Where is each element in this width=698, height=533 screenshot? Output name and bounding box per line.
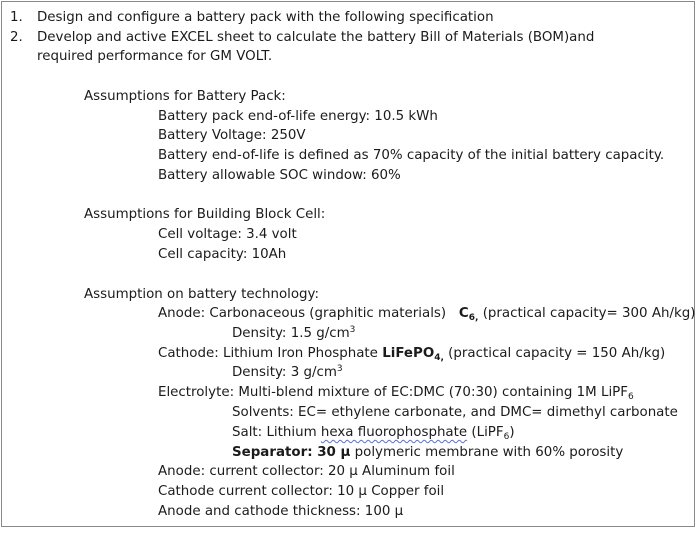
cell-voltage: Cell voltage: 3.4 volt: [158, 227, 297, 242]
cathode-formula-sub: 4,: [434, 353, 444, 363]
pack-end-of-life: Battery end-of-life is defined as 70% capacity of the initial battery capacity.: [158, 148, 665, 163]
task-2: [10, 28, 23, 47]
salt-formula-close: ): [509, 425, 515, 440]
cathode-capacity: (practical capacity = 150 Ah/kg): [448, 346, 666, 361]
electrolyte-sub: 6: [627, 392, 634, 402]
anode-formula-sub: 6,: [468, 313, 479, 323]
cathode-line: [158, 344, 665, 363]
salt-formula-sub: 6: [503, 432, 510, 442]
separator-text: polymeric membrane with 60% porosity: [354, 445, 624, 460]
anode-prefix: Anode: Carbonaceous (graphitic materials): [158, 306, 447, 321]
task-1-number: 1.: [10, 10, 23, 25]
solvents-line: Solvents: EC= ethylene carbonate, and DMC= dimethyl carbonate: [232, 405, 678, 420]
anode-density: [232, 324, 355, 343]
anode-formula-base: C: [458, 306, 469, 321]
electrolyte-line: [158, 383, 634, 402]
anode-capacity: (practical capacity= 300 Ah/kg): [482, 306, 696, 321]
cathode-formula-base: LiFePO: [382, 346, 435, 361]
cathode-current-collector: Cathode current collector: 10 µ Copper foil: [158, 484, 445, 499]
salt-prefix: Salt: Lithium: [232, 425, 317, 440]
cathode-formula: [382, 346, 444, 361]
anode-density-exp: 3: [349, 325, 356, 335]
pack-heading: Assumptions for Battery Pack:: [84, 89, 286, 104]
cathode-prefix: Cathode: Lithium Iron Phosphate: [158, 346, 378, 361]
cell-heading: Assumptions for Building Block Cell:: [84, 207, 326, 222]
cathode-density-label: Density: 3 g/cm: [232, 365, 337, 380]
task-2-text: Develop and active EXCEL sheet to calculate the battery Bill of Materials (BOM)and: [37, 30, 595, 45]
salt-formula: (LiPF: [471, 425, 504, 440]
separator-line: [232, 443, 623, 462]
task-1: [10, 8, 23, 27]
tech-heading: Assumption on battery technology:: [84, 287, 320, 302]
separator-label: Separator: 30 µ: [232, 445, 351, 460]
anode-density-label: Density: 1.5 g/cm: [232, 326, 350, 341]
task-1-text: Design and configure a battery pack with the following specification: [37, 10, 494, 25]
task-2-number: 2.: [10, 30, 23, 45]
anode-formula: [459, 306, 479, 321]
cathode-density: [232, 363, 343, 382]
pack-energy: Battery pack end-of-life energy: 10.5 kWh: [158, 109, 438, 124]
electrolyte-text: Electrolyte: Multi-blend mixture of EC:DMC (70:30) containing 1M LiPF: [158, 385, 628, 400]
task-2-text-cont: required performance for GM VOLT.: [37, 49, 273, 64]
electrode-thickness: Anode and cathode thickness: 100 µ: [158, 504, 404, 519]
cell-capacity: Cell capacity: 10Ah: [158, 247, 287, 262]
pack-soc-window: Battery allowable SOC window: 60%: [158, 168, 401, 183]
salt-line: [232, 423, 515, 442]
salt-name: hexa fluorophosphate: [320, 425, 468, 440]
anode-line: [158, 304, 695, 323]
pack-voltage: Battery Voltage: 250V: [158, 128, 306, 143]
cathode-density-exp: 3: [336, 364, 343, 374]
anode-current-collector: Anode: current collector: 20 µ Aluminum foil: [158, 464, 455, 479]
